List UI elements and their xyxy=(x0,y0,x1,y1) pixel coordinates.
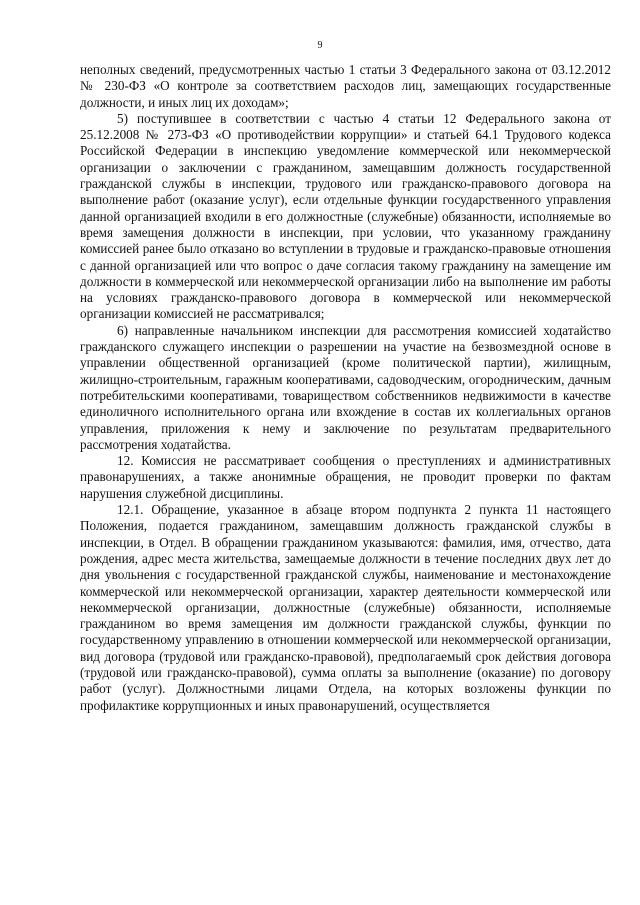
paragraph-item-6: 6) направленные начальником инспекции для рассмотрения комиссией ходатайство гражданского служащего инспекции о разрешении на участие на безвозмездной основе в управлении общественной организацией (кроме политической партии), жилищным, жилищно-строительным, гаражным кооперативами, садоводческим, огородническим, дачным потребительскими кооперативами, товариществом собственников недвижимости в качестве единоличного исполнительного органа или вхождение в состав их коллегиальных органов управления, приложения к нему и заключение по результатам предварительного рассмотрения ходатайства. xyxy=(80,322,611,452)
page-number: 9 xyxy=(317,40,323,51)
document-body xyxy=(80,62,611,714)
paragraph-item-5: 5) поступившее в соответствии с частью 4 статьи 12 Федерального закона от 25.12.2008 № 273-ФЗ «О противодействии коррупции» и статьей 64.1 Трудового кодекса Российской Федерации в инспекцию уведомление коммерческой или некоммерческой организации о заключении с гражданином, замещавшим должность государственной гражданской службы в инспекции, трудового или гражданско-правового договора на выполнение работ (оказание услуг), если отдельные функции государственного управления данной организацией входили в его должностные (служебные) обязанности, исполняемые во время замещения должности в инспекции, при условии, что указанному гражданину комиссией ранее было отказано во вступлении в трудовые и гражданско-правовые отношения с данной организацией или что вопрос о даче согласия такому гражданину на замещение им должности в коммерческой или некоммерческой организации либо на выполнение им работы на условиях гражданско-правового договора в коммерческой или некоммерческой организации комиссией не рассматривался; xyxy=(80,110,611,322)
paragraph-continuation: неполных сведений, предусмотренных частью 1 статьи 3 Федерального закона от 03.12.2012 № 230-ФЗ «О контроле за соответствием расходов лиц, замещающих государственные должности, и иных лиц их доходам»; xyxy=(80,62,611,110)
paragraph-12: 12. Комиссия не рассматривает сообщения о преступлениях и административных правонарушениях, а также анонимные обращения, не проводит проверки по фактам нарушения служебной дисциплины. xyxy=(80,453,611,501)
paragraph-12-1: 12.1. Обращение, указанное в абзаце втором подпункта 2 пункта 11 настоящего Положения, подается гражданином, замещавшим должность гражданской службы в инспекции, в Отдел. В обращении гражданином указываются: фамилия, имя, отчество, дата рождения, адрес места жительства, замещаемые должности в течение последних двух лет до дня увольнения с государственной гражданской службы, наименование и местонахождение коммерческой или некоммерческой организации, характер деятельности коммерческой или некоммерческой организации, должностные (служебные) обязанности, исполняемые гражданином во время замещения им должности гражданской службы, функции по государственному управлению в отношении коммерческой или некоммерческой организации, вид договора (трудовой или гражданско-правовой), предполагаемый срок действия договора (трудовой или гражданско-правовой), сумма оплаты за выполнение (оказание) по договору работ (услуг). Должностными лицами Отдела, на которых возложены функции по профилактике коррупционных и иных правонарушений, осуществляется xyxy=(80,502,611,713)
